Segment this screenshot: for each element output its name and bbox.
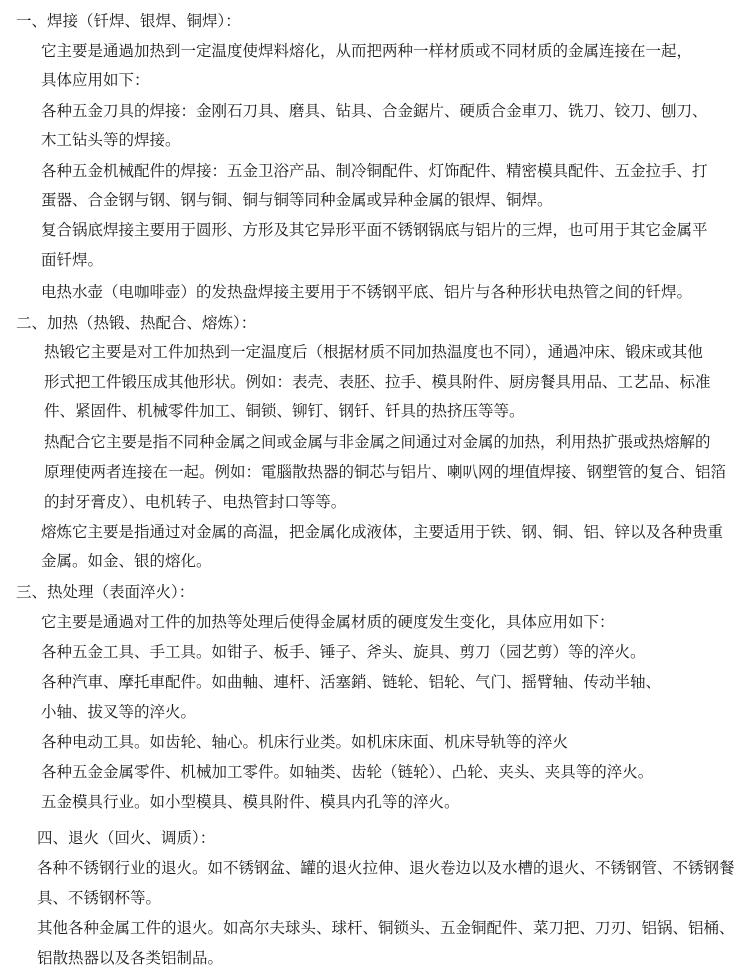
paragraph-line: 各种电动工具。如齿轮、轴心。机床行业类。如机床床面、机床导轨等的淬火 [41,733,569,751]
paragraph-line: 具、不锈钢杯等。 [37,889,162,907]
paragraph-line: 各种五金工具、手工具。如钳子、板手、锤子、斧头、旋具、剪刀（园艺剪）等的淬火。 [41,643,646,661]
section-heading: 一、焊接（钎焊、银焊、铜焊）： [16,12,241,30]
paragraph-line: 具体应用如下： [41,71,150,89]
paragraph-line: 它主要是通過加热到一定温度使焊料熔化，从而把两种一样材质或不同材质的金属连接在一起， [41,42,693,60]
paragraph-line: 它主要是通過对工件的加热等处理后使得金属材质的硬度发生变化，具体应用如下： [41,613,615,631]
paragraph-line: 金属。如金、银的熔化。 [41,552,212,570]
paragraph-line: 面钎焊。 [41,251,104,269]
paragraph-line: 蛋器、合金钢与钢、钢与铜、铜与铜等同种金属或异种金属的银焊、铜焊。 [41,191,553,209]
paragraph-line: 电热水壶（电咖啡壶）的发热盘焊接主要用于不锈钢平底、铝片与各种形状电热管之间的钎焊。 [41,283,693,301]
paragraph-line: 各种不锈钢行业的退火。如不锈钢盆、罐的退火拉伸、退火卷边以及水槽的退火、不锈钢管、不锈钢餐 [37,859,735,877]
paragraph-line: 的封牙膏皮）、电机转子、电热管封口等等。 [44,493,347,511]
paragraph-line: 其他各种金属工件的退火。如高尔夫球头、球杆、铜锁头、五金铜配件、菜刀把、刀刃、铝锅、铝桶、 [37,919,735,937]
section-heading: 四、退火（回火、调质）： [37,829,216,847]
section-heading: 二、加热（热锻、热配合、熔炼）： [16,314,257,332]
paragraph-line: 木工钻头等的焊接。 [41,131,181,149]
paragraph-line: 小轴、拔叉等的淬火。 [41,703,197,721]
paragraph-line: 铝散热器以及各类铝制品。 [37,949,224,967]
paragraph-line: 各种五金刀具的焊接：金刚石刀具、磨具、钻具、合金鋸片、硬质合金車刀、铣刀、铰刀、刨刀、 [41,102,708,120]
paragraph-line: 热锻它主要是对工件加热到一定温度后（根据材质不同加热温度也不同），通過冲床、锻床或其他 [44,343,703,361]
paragraph-line: 热配合它主要是指不同种金属之间或金属与非金属之间通过对金属的加热，利用热扩張或热熔解的 [44,433,711,451]
section-heading: 三、热处理（表面淬火）： [16,583,195,601]
paragraph-line: 各种五金金属零件、机械加工零件。如轴类、齿轮（链轮）、凸轮、夹头、夹具等的淬火。 [41,763,654,781]
paragraph-line: 五金模具行业。如小型模具、模具附件、模具内孔等的淬火。 [41,793,460,811]
paragraph-line: 形式把工件锻压成其他形状。例如：表壳、表胚、拉手、模具附件、厨房餐具用品、工艺品、标准 [44,373,711,391]
paragraph-line: 复合锅底焊接主要用于圆形、方形及其它异形平面不锈钢锅底与铝片的三焊，也可用于其它金属平 [41,221,708,239]
paragraph-line: 各种五金机械配件的焊接：五金卫浴产品、制冷铜配件、灯饰配件、精密模具配件、五金拉手、打 [41,162,708,180]
paragraph-line: 各种汽車、摩托車配件。如曲軸、連杆、活塞銷、链轮、铝轮、气门、摇臂轴、传动半轴、 [41,673,662,691]
paragraph-line: 原理使两者连接在一起。例如：電腦散热器的铜芯与铝片、喇叭网的埋值焊接、钢塑管的复合、铝箔 [44,463,727,481]
paragraph-line: 件、紧固件、机械零件加工、铜锁、铆钉、钢钎、钎具的热挤压等等。 [44,402,525,420]
paragraph-line: 熔炼它主要是指通过对金属的高温，把金属化成液体，主要适用于铁、钢、铜、铝、锌以及各种贵重 [41,523,724,541]
